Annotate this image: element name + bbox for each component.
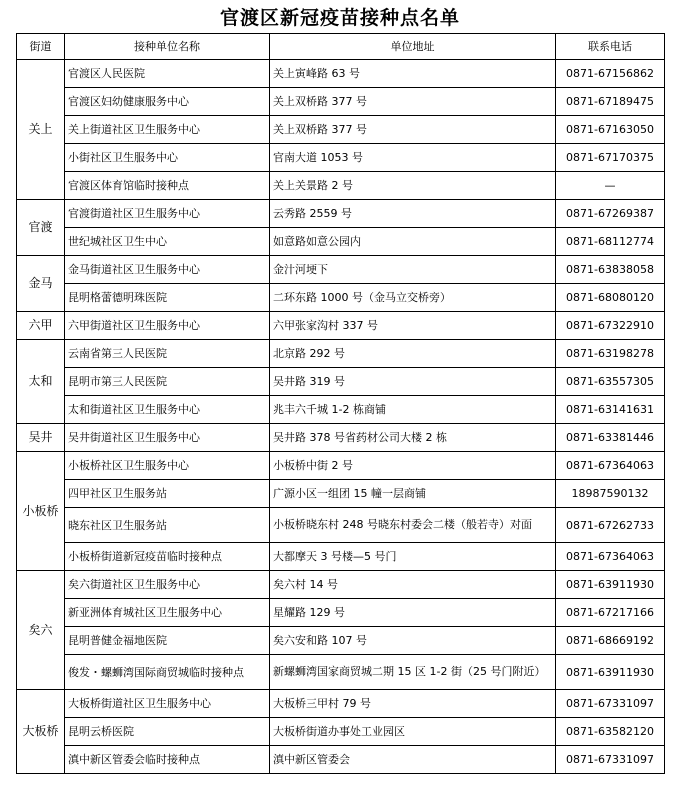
table-row — [17, 172, 665, 200]
table-row — [17, 60, 665, 88]
street-cell: 太和 — [17, 340, 65, 424]
phone-cell: 0871-67269387 — [556, 200, 665, 228]
unit-cell: 云南省第三人民医院 — [65, 340, 270, 368]
table-row — [17, 200, 665, 228]
unit-cell: 关上街道社区卫生服务中心 — [65, 116, 270, 144]
header-address: 单位地址 — [270, 34, 556, 60]
table-row — [17, 452, 665, 480]
phone-cell: 0871-63198278 — [556, 340, 665, 368]
address-cell: 云秀路 2559 号 — [270, 200, 556, 228]
header-street: 街道 — [17, 34, 65, 60]
table-row — [17, 690, 665, 718]
table-row — [17, 396, 665, 424]
unit-cell: 官渡区人民医院 — [65, 60, 270, 88]
phone-cell: 0871-67364063 — [556, 543, 665, 571]
phone-cell: 0871-67364063 — [556, 452, 665, 480]
address-cell: 新螺蛳湾国家商贸城二期 15 区 1-2 街（25 号门附近） — [270, 655, 556, 690]
table-row — [17, 746, 665, 774]
table-row — [17, 718, 665, 746]
unit-cell: 昆明格蕾德明珠医院 — [65, 284, 270, 312]
phone-cell: 0871-63911930 — [556, 655, 665, 690]
phone-cell: 0871-67217166 — [556, 599, 665, 627]
header-phone: 联系电话 — [556, 34, 665, 60]
table-row — [17, 312, 665, 340]
address-cell: 吴井路 378 号省药材公司大楼 2 栋 — [270, 424, 556, 452]
phone-cell: — — [556, 172, 665, 200]
unit-cell: 六甲街道社区卫生服务中心 — [65, 312, 270, 340]
phone-cell: 0871-63381446 — [556, 424, 665, 452]
table-row — [17, 368, 665, 396]
phone-cell: 0871-63911930 — [556, 571, 665, 599]
address-cell: 金汁河埂下 — [270, 256, 556, 284]
address-cell: 矣六安和路 107 号 — [270, 627, 556, 655]
unit-cell: 小街社区卫生服务中心 — [65, 144, 270, 172]
phone-cell: 18987590132 — [556, 480, 665, 508]
street-cell: 六甲 — [17, 312, 65, 340]
table-row — [17, 228, 665, 256]
street-cell: 吴井 — [17, 424, 65, 452]
table-row — [17, 256, 665, 284]
unit-cell: 矣六街道社区卫生服务中心 — [65, 571, 270, 599]
phone-cell: 0871-67163050 — [556, 116, 665, 144]
table-row — [17, 571, 665, 599]
unit-cell: 官渡区妇幼健康服务中心 — [65, 88, 270, 116]
unit-cell: 晓东社区卫生服务站 — [65, 508, 270, 543]
unit-cell: 世纪城社区卫生中心 — [65, 228, 270, 256]
address-cell: 矣六村 14 号 — [270, 571, 556, 599]
table-row — [17, 508, 665, 543]
address-cell: 北京路 292 号 — [270, 340, 556, 368]
page-title: 官渡区新冠疫苗接种点名单 — [219, 7, 460, 29]
table-row — [17, 284, 665, 312]
phone-cell: 0871-67331097 — [556, 690, 665, 718]
phone-cell: 0871-67262733 — [556, 508, 665, 543]
phone-cell: 0871-63557305 — [556, 368, 665, 396]
phone-cell: 0871-63141631 — [556, 396, 665, 424]
unit-cell: 官渡街道社区卫生服务中心 — [65, 200, 270, 228]
unit-cell: 大板桥街道社区卫生服务中心 — [65, 690, 270, 718]
table-row — [17, 599, 665, 627]
address-cell: 滇中新区管委会 — [270, 746, 556, 774]
unit-cell: 昆明市第三人民医院 — [65, 368, 270, 396]
address-cell: 关上双桥路 377 号 — [270, 88, 556, 116]
phone-cell: 0871-68080120 — [556, 284, 665, 312]
table-row — [17, 340, 665, 368]
table-row — [17, 627, 665, 655]
address-cell: 小板桥晓东村 248 号晓东村委会二楼（般若寺）对面 — [270, 508, 556, 543]
table-row — [17, 144, 665, 172]
phone-cell: 0871-63582120 — [556, 718, 665, 746]
street-cell: 小板桥 — [17, 452, 65, 571]
phone-cell: 0871-68669192 — [556, 627, 665, 655]
street-cell: 官渡 — [17, 200, 65, 256]
phone-cell: 0871-67322910 — [556, 312, 665, 340]
table-row — [17, 88, 665, 116]
table-row — [17, 543, 665, 571]
street-cell: 大板桥 — [17, 690, 65, 774]
address-cell: 吴井路 319 号 — [270, 368, 556, 396]
unit-cell: 官渡区体育馆临时接种点 — [65, 172, 270, 200]
unit-cell: 小板桥街道新冠疫苗临时接种点 — [65, 543, 270, 571]
header-unit: 接种单位名称 — [65, 34, 270, 60]
phone-cell: 0871-67331097 — [556, 746, 665, 774]
unit-cell: 昆明云桥医院 — [65, 718, 270, 746]
address-cell: 兆丰六千城 1-2 栋商铺 — [270, 396, 556, 424]
street-cell: 金马 — [17, 256, 65, 312]
unit-cell: 吴井街道社区卫生服务中心 — [65, 424, 270, 452]
address-cell: 关上双桥路 377 号 — [270, 116, 556, 144]
phone-cell: 0871-67189475 — [556, 88, 665, 116]
address-cell: 广源小区一组团 15 幢一层商铺 — [270, 480, 556, 508]
table-row — [17, 480, 665, 508]
address-cell: 星耀路 129 号 — [270, 599, 556, 627]
table-row — [17, 116, 665, 144]
address-cell: 大都摩天 3 号楼—5 号门 — [270, 543, 556, 571]
address-cell: 小板桥中街 2 号 — [270, 452, 556, 480]
phone-cell: 0871-67156862 — [556, 60, 665, 88]
unit-cell: 四甲社区卫生服务站 — [65, 480, 270, 508]
street-cell: 矣六 — [17, 571, 65, 690]
unit-cell: 太和街道社区卫生服务中心 — [65, 396, 270, 424]
unit-cell: 小板桥社区卫生服务中心 — [65, 452, 270, 480]
table-header-row — [17, 34, 665, 60]
unit-cell: 金马街道社区卫生服务中心 — [65, 256, 270, 284]
unit-cell: 滇中新区管委会临时接种点 — [65, 746, 270, 774]
vaccination-sites-table — [16, 33, 665, 774]
unit-cell: 昆明普健金福地医院 — [65, 627, 270, 655]
phone-cell: 0871-68112774 — [556, 228, 665, 256]
unit-cell: 新亚洲体育城社区卫生服务中心 — [65, 599, 270, 627]
phone-cell: 0871-63838058 — [556, 256, 665, 284]
address-cell: 如意路如意公园内 — [270, 228, 556, 256]
unit-cell: 俊发・螺蛳湾国际商贸城临时接种点 — [65, 655, 270, 690]
address-cell: 大板桥街道办事处工业园区 — [270, 718, 556, 746]
table-row — [17, 655, 665, 690]
street-cell: 关上 — [17, 60, 65, 200]
address-cell: 六甲张家沟村 337 号 — [270, 312, 556, 340]
address-cell: 官南大道 1053 号 — [270, 144, 556, 172]
address-cell: 关上关景路 2 号 — [270, 172, 556, 200]
address-cell: 关上寅峰路 63 号 — [270, 60, 556, 88]
address-cell: 二环东路 1000 号（金马立交桥旁） — [270, 284, 556, 312]
phone-cell: 0871-67170375 — [556, 144, 665, 172]
address-cell: 大板桥三甲村 79 号 — [270, 690, 556, 718]
table-row — [17, 424, 665, 452]
